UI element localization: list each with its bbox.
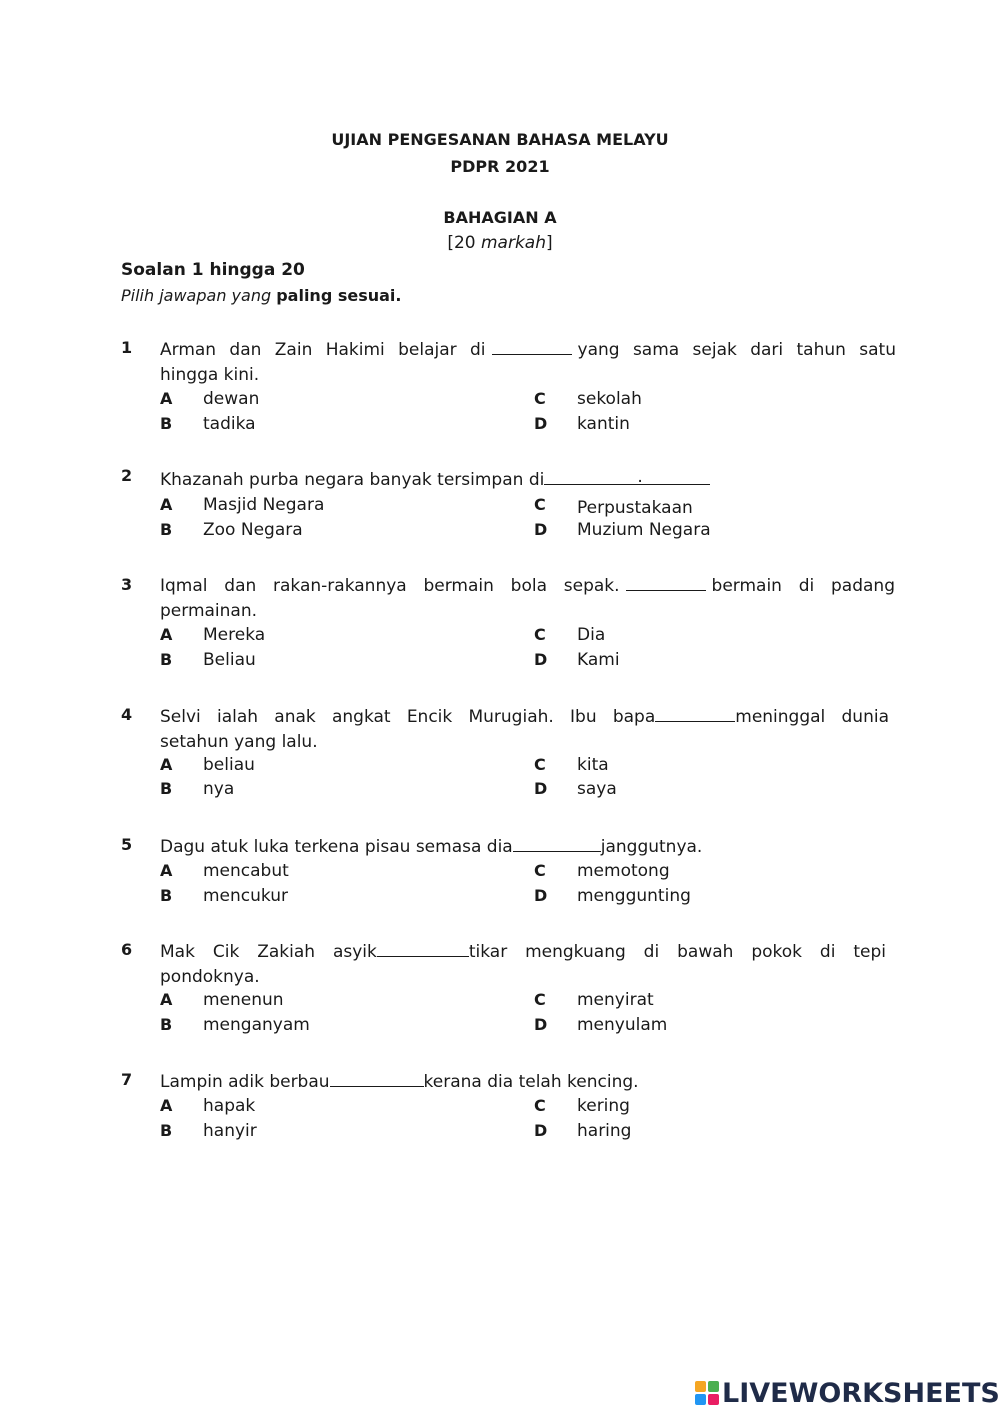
logo-text: LIVEWORKSHEETS: [722, 1377, 1000, 1409]
answer-blank[interactable]: [513, 833, 601, 852]
question-number: 4: [121, 705, 133, 724]
question-text: Mak Cik Zakiah asyik tikar mengkuang di bawah pokok di tepi: [160, 938, 886, 965]
logo-square: [708, 1394, 719, 1405]
section-title: BAHAGIAN A: [443, 208, 557, 227]
question-text: Iqmal dan rakan-rakannya bermain bola sepak. bermain di padang: [160, 572, 895, 599]
question-text: Lampin adik berbau kerana dia telah kencing.: [160, 1068, 896, 1095]
question-text: Khazanah purba negara banyak tersimpan di .: [160, 464, 896, 493]
section-marks: [20 markah]: [447, 233, 553, 253]
question-text-continued: setahun yang lalu.: [160, 732, 318, 752]
question-text-continued: hingga kini.: [160, 365, 260, 385]
instruction-range: Soalan 1 hingga 20: [121, 260, 305, 280]
question-text-continued: permainan.: [160, 601, 258, 621]
logo-square: [695, 1394, 706, 1405]
question-number: 2: [121, 466, 133, 485]
question-number: 1: [121, 338, 133, 357]
question-number: 3: [121, 575, 133, 594]
logo-square: [708, 1381, 719, 1392]
answer-blank[interactable]: [492, 336, 572, 355]
liveworksheets-logo-icon: [695, 1381, 719, 1405]
question-text: Arman dan Zain Hakimi belajar di yang sama sejak dari tahun satu: [160, 336, 896, 363]
answer-blank[interactable]: .: [544, 464, 710, 485]
question-number: 5: [121, 835, 133, 854]
logo-square: [695, 1381, 706, 1392]
exam-subtitle: PDPR 2021: [450, 157, 550, 176]
answer-blank[interactable]: [377, 938, 469, 957]
question-text: Dagu atuk luka terkena pisau semasa dia janggutnya.: [160, 833, 896, 860]
question-text: Selvi ialah anak angkat Encik Murugiah. Ibu bapa meninggal dunia: [160, 703, 889, 730]
answer-blank[interactable]: [655, 703, 735, 722]
answer-blank[interactable]: [330, 1068, 424, 1087]
liveworksheets-logo: [695, 1376, 1000, 1410]
question-number: 6: [121, 940, 133, 959]
exam-title: UJIAN PENGESANAN BAHASA MELAYU: [331, 130, 669, 149]
instruction-text: Pilih jawapan yang paling sesuai.: [121, 286, 402, 305]
question-number: 7: [121, 1070, 133, 1089]
question-text-continued: pondoknya.: [160, 967, 260, 987]
answer-blank[interactable]: [626, 572, 706, 591]
